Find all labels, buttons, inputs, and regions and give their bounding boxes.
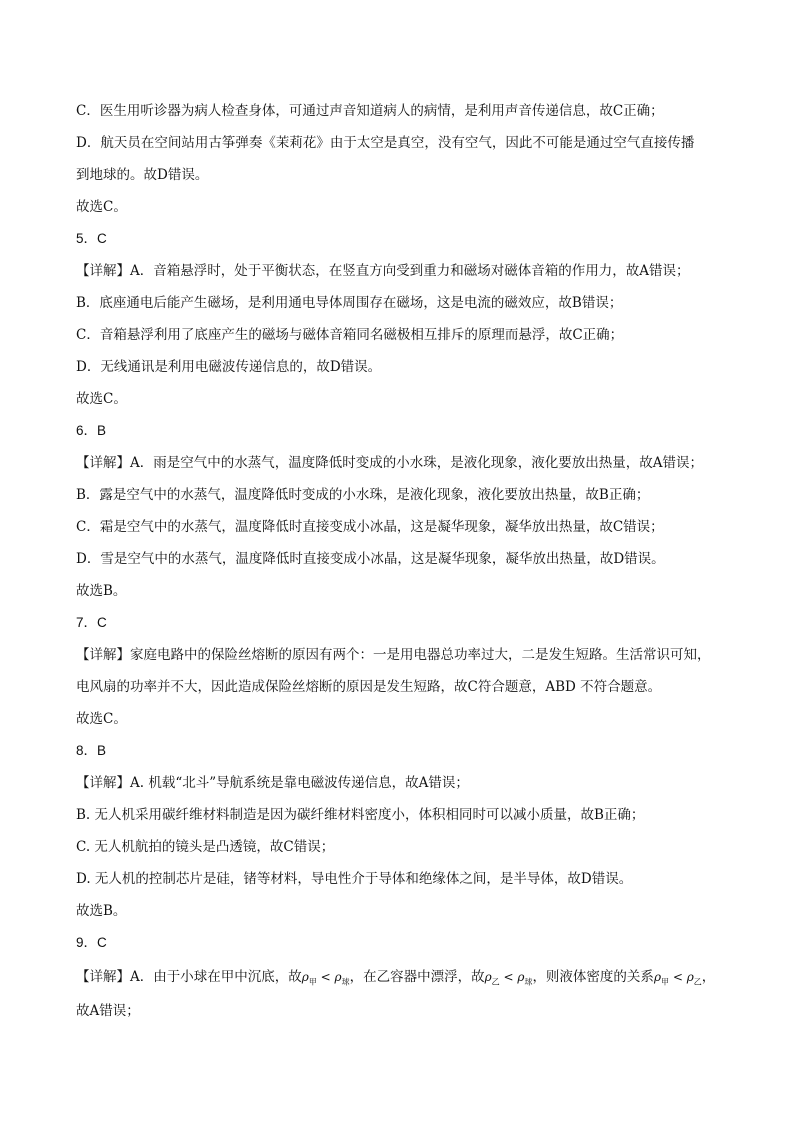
q9-formula-line xyxy=(76,968,728,991)
text-line: 故A错误； xyxy=(76,1003,140,1019)
text-line: 【详解】A．音箱悬浮时，处于平衡状态，在竖直方向受到重力和磁场对磁体音箱的作用力，故A错误； xyxy=(76,263,690,279)
rho-yi-formula: $\rho_乙 < \rho_球$ xyxy=(484,970,533,987)
text-line: B. 无人机采用碳纤维材料制造是因为碳纤维材料密度小，体积相同时可以减小质量，故B正确； xyxy=(76,807,645,823)
text-segment: ，则液体密度的关系 xyxy=(532,969,654,985)
text-line: C．音箱悬浮利用了底座产生的磁场与磁体音箱同名磁极相互排斥的原理而悬浮，故C正确； xyxy=(76,327,624,343)
question-number: 6．B xyxy=(76,423,107,438)
text-segment: 【详解】A．由于小球在甲中沉底，故 xyxy=(76,969,302,985)
text-line: B．露是空气中的水蒸气，温度降低时变成的小水珠，是液化现象，液化要放出热量，故B正确； xyxy=(76,487,650,503)
text-line: 电风扇的功率并不大，因此造成保险丝熔断的原因是发生短路，故C符合题意，ABD 不符合题意。 xyxy=(76,679,662,695)
question-number: 8．B xyxy=(76,743,107,758)
text-line: 【详解】A．雨是空气中的水蒸气，温度降低时变成的小水珠，是液化现象，液化要放出热量，故A错误； xyxy=(76,455,703,471)
question-number: 7．C xyxy=(76,615,107,630)
text-line: 故选B。 xyxy=(76,903,127,919)
density-relation-formula: $\rho_甲 < \rho_乙$ xyxy=(653,970,702,987)
text-line: 故选B。 xyxy=(76,583,127,599)
text-line: 【详解】A. 机载“北斗”导航系统是靠电磁波传递信息，故A错误； xyxy=(76,775,469,791)
text-line: 故选C。 xyxy=(76,711,127,727)
text-line: D．航天员在空间站用古筝弹奏《茉莉花》由于太空是真空，没有空气，因此不可能是通过空气直接传播 xyxy=(76,135,695,151)
text-line: B．底座通电后能产生磁场，是利用通电导体周围存在磁场，这是电流的磁效应，故B错误； xyxy=(76,295,623,311)
text-line: D．雪是空气中的水蒸气，温度降低时直接变成小冰晶，这是凝华现象，凝华放出热量，故D错误。 xyxy=(76,551,665,567)
text-line: D．无线通讯是利用电磁波传递信息的，故D错误。 xyxy=(76,359,382,375)
text-line: 【详解】家庭电路中的保险丝熔断的原因有两个：一是用电器总功率过大，二是发生短路。生活常识可知， xyxy=(76,647,711,663)
question-number: 9．C xyxy=(76,935,107,950)
question-number: 5．C xyxy=(76,231,107,246)
text-segment: ，在乙容器中漂浮，故 xyxy=(349,969,485,985)
text-line: C．霜是空气中的水蒸气，温度降低时直接变成小冰晶，这是凝华现象，凝华放出热量，故C错误； xyxy=(76,519,664,535)
text-line: D. 无人机的控制芯片是硅，锗等材料，导电性介于导体和绝缘体之间，是半导体，故D错误。 xyxy=(76,871,633,887)
text-line: C. 无人机航拍的镜头是凸透镜，故C错误； xyxy=(76,839,335,855)
text-segment: ， xyxy=(701,969,716,985)
text-line: 故选C。 xyxy=(76,199,127,215)
text-line: 到地球的。故D错误。 xyxy=(76,167,209,183)
text-line: C．医生用听诊器为病人检查身体，可通过声音知道病人的病情，是利用声音传递信息，故C正确； xyxy=(76,103,664,119)
text-line: 故选C。 xyxy=(76,391,127,407)
rho-jia-formula: $\rho_甲 < \rho_球$ xyxy=(301,970,350,987)
